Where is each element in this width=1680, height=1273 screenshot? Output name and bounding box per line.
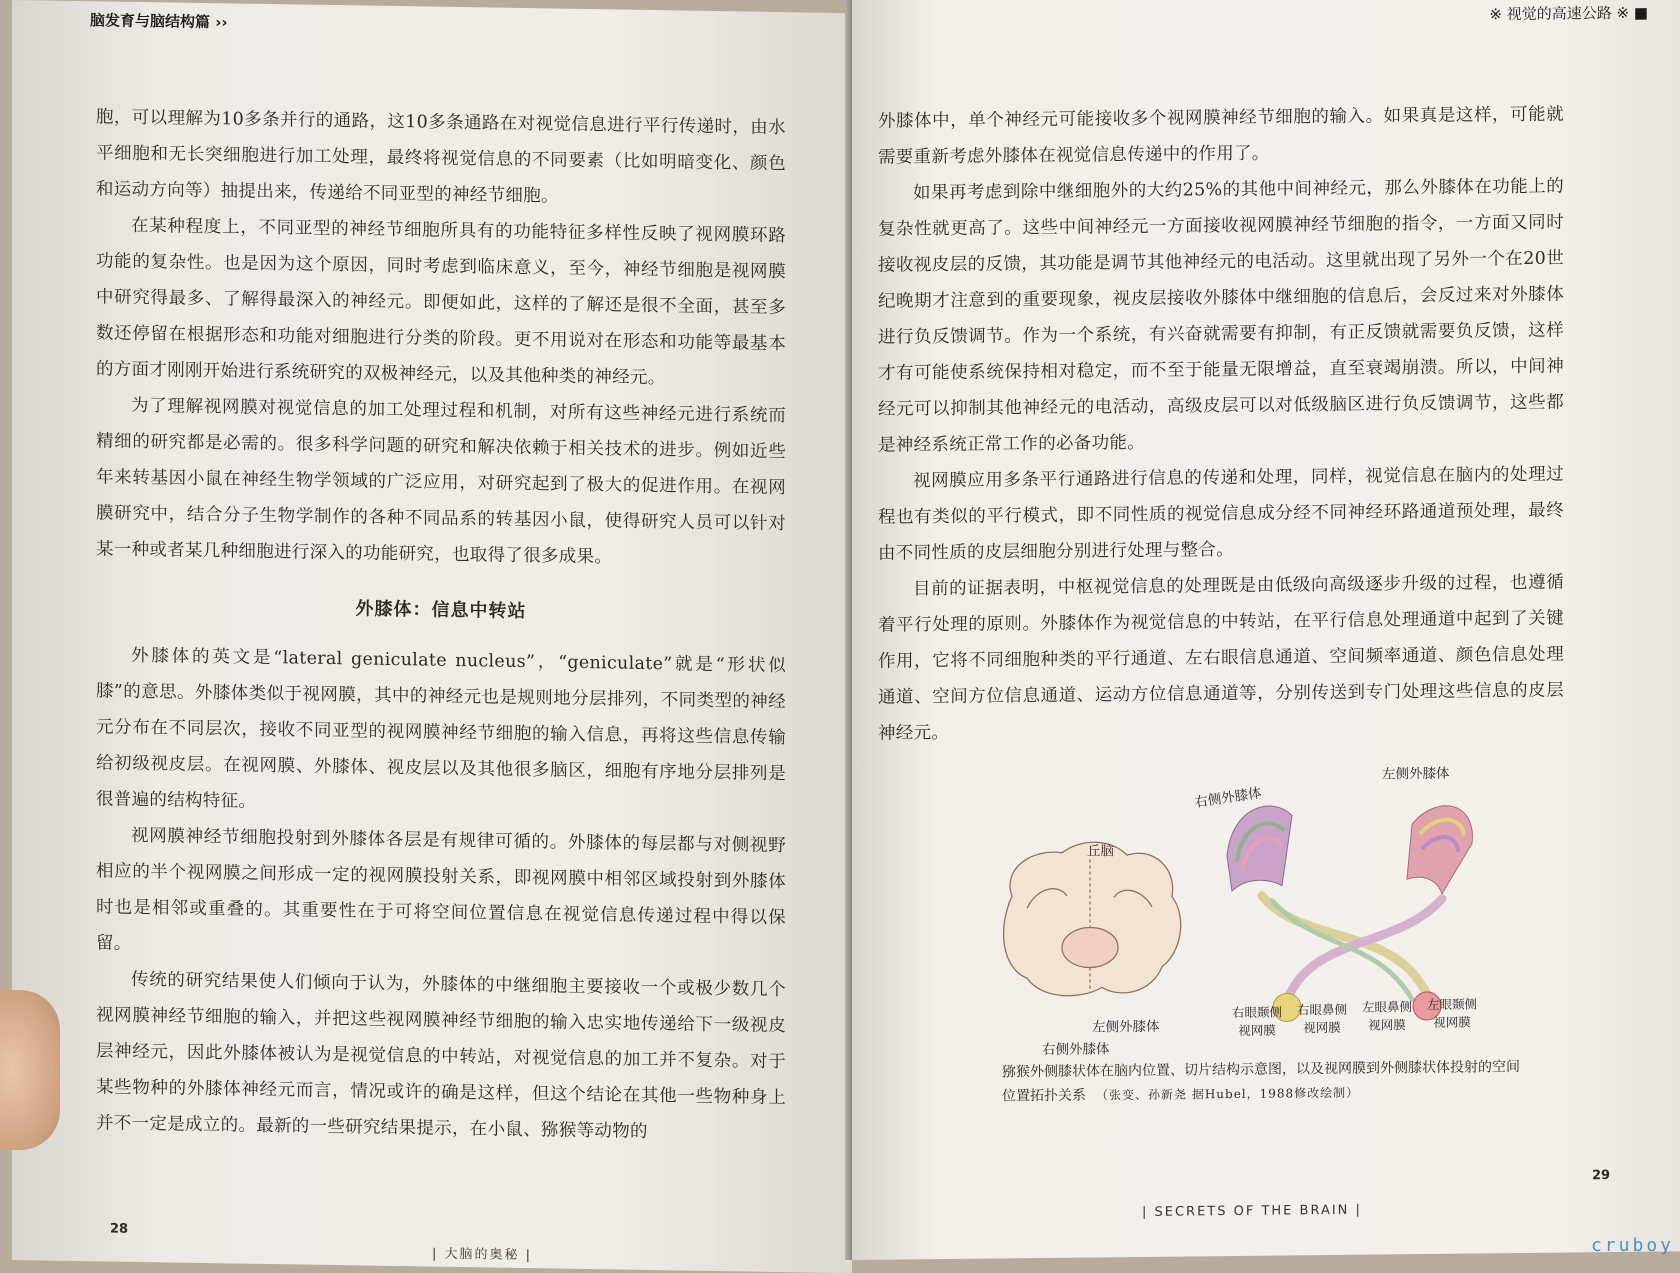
left-paragraph-4: 外膝体的英文是“lateral geniculate nucleus”，“geniculate”就是“形状似膝”的意思。外膝体类似于视网膜，其中的神经元也是规则地分层排列，不同类型的神经元分布在不同层次，接收不同亚型的视网膜神经节细胞的输入信息，再将这些信息传输给初级视皮层。在视网膜、外膝体、视皮层以及其他很多脑区，细胞有序地分层排列是很普遍的结构特征。 bbox=[96, 645, 786, 812]
left-running-head: 脑发育与脑结构篇 ›› bbox=[90, 11, 228, 32]
label-r-temporal-line2: 视网膜 bbox=[1238, 1022, 1276, 1038]
label-left-lgn-bottom: 左侧外膝体 bbox=[1092, 1018, 1160, 1036]
label-right-lgn-bottom: 右侧外膝体 bbox=[1042, 1041, 1110, 1059]
label-right-lgn-top: 右侧外膝体 bbox=[1193, 785, 1263, 812]
right-paragraph-4: 目前的证据表明，中枢视觉信息的处理既是由低级向高级逐步升级的过程，也遵循着平行处理的原则。外膝体作为视觉信息的中转站，在平行信息处理通道中起到了关键作用，它将不同细胞种类的平行通道、左右眼信息通道、空间频率通道、颜色信息处理通道、空间方位信息通道、运动方位信息通道等，分别传送到专门处理这些信息的皮层神经元。 bbox=[878, 572, 1564, 744]
label-l-nasal-line2: 视网膜 bbox=[1368, 1017, 1406, 1033]
figure-source: （张变、孙新尧 据Hubel，1988修改绘制） bbox=[1096, 1085, 1360, 1103]
figure bbox=[852, 765, 1680, 1140]
left-paragraph-1: 胞，可以理解为10多条并行的通路，这10多条通路在对视觉信息进行平行传递时，由水平细胞和无长突细胞进行加工处理，最终将视觉信息的不同要素（比如明暗变化、颜色和运动方向等）抽提出来，传递给不同亚型的神经节细胞。 bbox=[96, 107, 786, 207]
right-paragraph-3: 视网膜应用多条平行通路进行信息的传递和处理，同样，视觉信息在脑内的处理过程也有类似的平行模式，即不同性质的视觉信息成分经不同神经环路通道预处理，最终由不同性质的皮层细胞分别进行处理与整合。 bbox=[878, 464, 1564, 564]
brain-coronal-section bbox=[1004, 841, 1181, 996]
label-r-nasal-line2: 视网膜 bbox=[1303, 1019, 1341, 1036]
figure-caption bbox=[1002, 1055, 1522, 1108]
left-footer: | 大脑的奥秘 | bbox=[432, 1246, 533, 1264]
right-body-text bbox=[878, 97, 1564, 752]
right-page bbox=[852, 0, 1680, 1260]
right-page-number: 29 bbox=[1592, 1168, 1611, 1184]
left-paragraph-2: 在某种程度上，不同亚型的神经节细胞所具有的功能特征多样性反映了视网膜环路功能的复杂性。也是因为这个原因，同时考虑到临床意义，至今，神经节细胞是视网膜中研究得最多、了解得最深入的神经元。即便如此，这样的了解还是很不全面，甚至多数还停留在根据形态和功能对细胞进行分类的阶段。更不用说对在形态和功能等最基本的方面才刚刚开始进行系统研究的双极神经元，以及其他种类的神经元。 bbox=[96, 215, 786, 389]
left-lgn-slice bbox=[1407, 805, 1472, 894]
left-paragraph-3: 为了理解视网膜对视觉信息的加工处理过程和机制，对所有这些神经元进行系统而精细的研究都是必需的。很多科学问题的研究和解决依赖于相关技术的进步。例如近些年来转基因小鼠在神经生物学领域的广泛应用，对研究起到了极大的促进作用。在视网膜研究中，结合分子生物学制作的各种不同品系的转基因小鼠，使得研究人员可以针对某一种或者某几种细胞进行深入的功能研究，也取得了很多成果。 bbox=[96, 395, 786, 568]
label-right-temporal-retina bbox=[1232, 1003, 1282, 1040]
label-l-temporal-line1: 左眼颞侧 bbox=[1427, 996, 1478, 1012]
watermark: cruboy bbox=[1590, 1235, 1674, 1256]
left-body-text bbox=[96, 99, 786, 1152]
label-r-temporal-line1: 右眼颞侧 bbox=[1232, 1004, 1283, 1021]
thumb bbox=[0, 990, 60, 1150]
label-left-temporal-retina bbox=[1427, 995, 1477, 1032]
right-lgn-slice bbox=[1227, 806, 1292, 891]
right-paragraph-2: 如果再考虑到除中继细胞外的大约25%的其他中间神经元，那么外膝体在功能上的复杂性就更高了。这些中间神经元一方面接收视网膜神经节细胞的指令，一方面又同时接收视皮层的反馈，其功能是调节其他神经元的电活动。这里就出现了另外一个在20世纪晚期才注意到的重要现象，视皮层接收外膝体中继细胞的信息后，会反过来对外膝体进行负反馈调节。作为一个系统，有兴奋就需要有抑制，有正反馈就需要负反馈，这样才有可能使系统保持相对稳定，而不至于能量无限增益，直至衰竭崩溃。所以，中间神经元可以抑制其他神经元的电活动，高级皮层可以对低级脑区进行负反馈调节，这些都是神经系统正常工作的必备功能。 bbox=[878, 176, 1564, 456]
label-thalamus: 丘脑 bbox=[1087, 843, 1114, 860]
label-left-nasal-retina bbox=[1362, 998, 1412, 1035]
left-page-number: 28 bbox=[110, 1221, 129, 1237]
optic-pathways bbox=[1262, 894, 1442, 1001]
label-right-nasal-retina bbox=[1297, 1001, 1347, 1038]
section-title: 外膝体：信息中转站 bbox=[355, 598, 527, 623]
label-left-lgn-top: 左侧外膝体 bbox=[1382, 765, 1450, 783]
label-r-nasal-line1: 右眼鼻侧 bbox=[1297, 1001, 1348, 1018]
left-paragraph-6: 传统的研究结果使人们倾向于认为，外膝体的中继细胞主要接收一个或极少数几个视网膜神经节细胞的输入，并把这些视网膜神经节细胞的输入忠实地传递给下一级视皮层神经元，因此外膝体被认为是视觉信息的中转站，对视觉信息的加工并不复杂。对于某些物种的外膝体神经元而言，情况或许的确是这样，但这个结论在其他一些物种身上并不一定是成立的。最新的一些研究结果提示，在小鼠、猕猴等动物的 bbox=[96, 969, 786, 1142]
right-running-head: ※ 视觉的高速公路 ※ ■ bbox=[1489, 3, 1648, 24]
figure-caption-text: 猕猴外侧膝状体在脑内位置、切片结构示意图，以及视网膜到外侧膝状体投射的空间位置拓扑关系 bbox=[1002, 1059, 1520, 1105]
right-footer: | SECRETS OF THE BRAIN | bbox=[1142, 1202, 1362, 1220]
left-page bbox=[12, 0, 852, 1273]
label-l-temporal-line2: 视网膜 bbox=[1433, 1014, 1471, 1030]
right-paragraph-1: 外膝体中，单个神经元可能接收多个视网膜神经节细胞的输入。如果真是这样，可能就需要重新考虑外膝体在视觉信息传递中的作用了。 bbox=[878, 104, 1564, 168]
label-l-nasal-line1: 左眼鼻侧 bbox=[1362, 999, 1413, 1015]
left-paragraph-5: 视网膜神经节细胞投射到外膝体各层是有规律可循的。外膝体的每层都与对侧视野相应的半个视网膜之间形成一定的视网膜投射关系，即视网膜中相邻区域投射到外膝体时也是相邻或重叠的。其重要性在于可将空间位置信息在视觉信息传递过程中得以保留。 bbox=[96, 825, 786, 954]
